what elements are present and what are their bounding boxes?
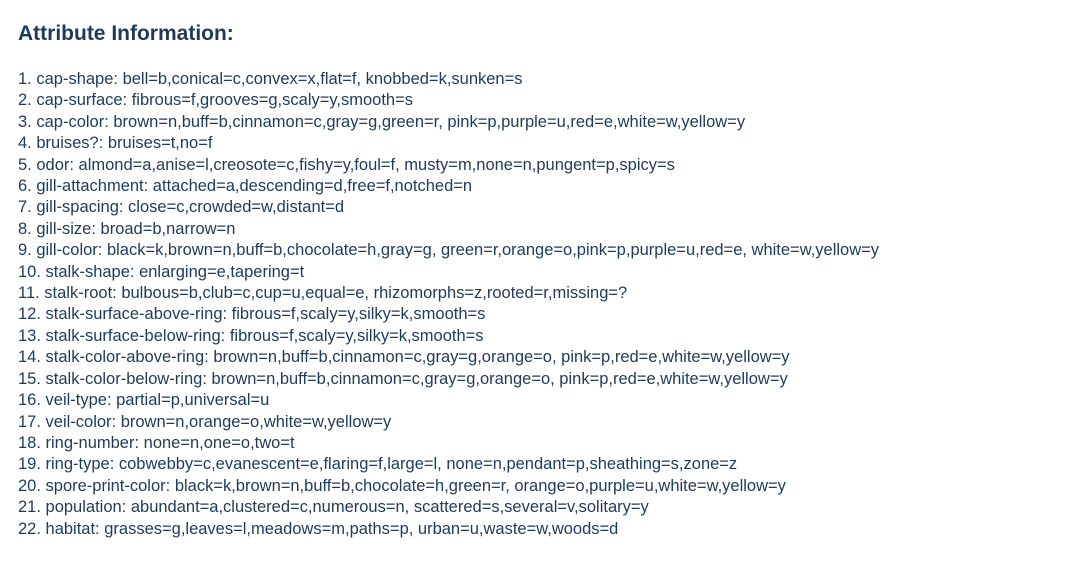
attribute-item-gill-attachment: 6. gill-attachment: attached=a,descending=d,free=f,notched=n — [18, 177, 473, 196]
attribute-item-cap-color: 3. cap-color: brown=n,buff=b,cinnamon=c,gray=g,green=r, pink=p,purple=u,red=e,white=w,yellow=y — [18, 112, 746, 131]
attribute-item-veil-type: 16. veil-type: partial=p,universal=u — [18, 391, 270, 410]
attribute-item-stalk-surface-above-ring: 12. stalk-surface-above-ring: fibrous=f,scaly=y,silky=k,smooth=s — [18, 305, 486, 324]
attribute-item-ring-number: 18. ring-number: none=n,one=o,two=t — [18, 433, 295, 452]
attribute-item-stalk-color-above-ring: 14. stalk-color-above-ring: brown=n,buff=b,cinnamon=c,gray=g,orange=o, pink=p,red=e,white=w,yellow=y — [18, 348, 790, 367]
attribute-item-gill-color: 9. gill-color: black=k,brown=n,buff=b,chocolate=h,gray=g, green=r,orange=o,pink=p,purple=u,red=e, white=w,yellow=y — [18, 241, 880, 260]
attribute-item-population: 21. population: abundant=a,clustered=c,numerous=n, scattered=s,several=v,solitary=y — [18, 498, 649, 517]
attribute-item-stalk-shape: 10. stalk-shape: enlarging=e,tapering=t — [18, 262, 305, 281]
attribute-item-spore-print-color: 20. spore-print-color: black=k,brown=n,buff=b,chocolate=h,green=r, orange=o,purple=u,white=w,yellow=y — [18, 476, 786, 495]
attribute-item-habitat: 22. habitat: grasses=g,leaves=l,meadows=m,paths=p, urban=u,waste=w,woods=d — [18, 519, 619, 538]
attribute-list — [18, 69, 1060, 540]
attribute-item-ring-type: 19. ring-type: cobwebby=c,evanescent=e,flaring=f,large=l, none=n,pendant=p,sheathing=s,zone=z — [18, 455, 738, 474]
attribute-item-bruises: 4. bruises?: bruises=t,no=f — [18, 134, 213, 153]
attribute-item-gill-size: 8. gill-size: broad=b,narrow=n — [18, 219, 236, 238]
attribute-item-stalk-color-below-ring: 15. stalk-color-below-ring: brown=n,buff=b,cinnamon=c,gray=g,orange=o, pink=p,red=e,white=w,yellow=y — [18, 369, 788, 388]
attribute-item-gill-spacing: 7. gill-spacing: close=c,crowded=w,distant=d — [18, 198, 345, 217]
attribute-item-odor: 5. odor: almond=a,anise=l,creosote=c,fishy=y,foul=f, musty=m,none=n,pungent=p,spicy=s — [18, 155, 675, 174]
attribute-item-stalk-root: 11. stalk-root: bulbous=b,club=c,cup=u,equal=e, rhizomorphs=z,rooted=r,missing=? — [18, 284, 628, 303]
document-body — [18, 20, 1060, 540]
attribute-item-stalk-surface-below-ring: 13. stalk-surface-below-ring: fibrous=f,scaly=y,silky=k,smooth=s — [18, 326, 484, 345]
attribute-item-cap-shape: 1. cap-shape: bell=b,conical=c,convex=x,flat=f, knobbed=k,sunken=s — [18, 70, 523, 88]
attribute-item-cap-surface: 2. cap-surface: fibrous=f,grooves=g,scaly=y,smooth=s — [18, 91, 413, 110]
section-heading: Attribute Information: — [18, 22, 234, 45]
attribute-item-veil-color: 17. veil-color: brown=n,orange=o,white=w,yellow=y — [18, 412, 392, 431]
